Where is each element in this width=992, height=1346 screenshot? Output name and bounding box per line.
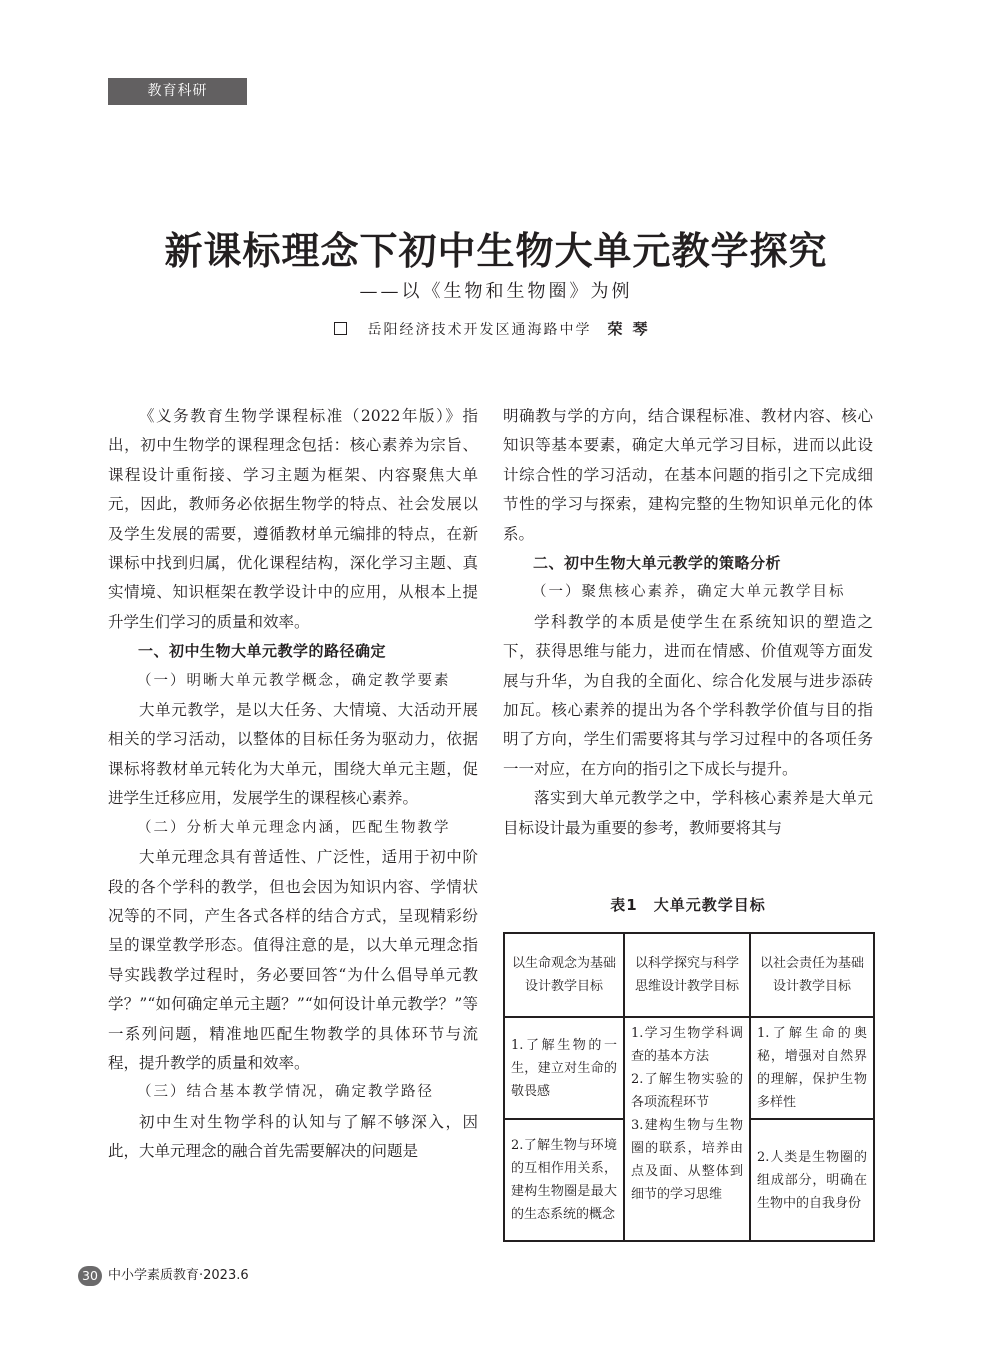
- right-column: [503, 402, 873, 843]
- section-tag: 教育科研: [108, 78, 247, 105]
- table-cell: 1.了解生物的一生，建立对生命的敬畏感: [504, 1017, 624, 1119]
- paragraph-1: 大单元教学，是以大任务、大情境、大活动开展相关的学习活动，以整体的目标任务为驱动力，依据课标将教材单元转化为大单元，围绕大单元主题，促进学生迁移应用，发展学生的课程核心素养。: [108, 701, 478, 808]
- table-cell: 2.人类是生物圈的组成部分，明确在生物中的自我身份: [750, 1119, 874, 1241]
- author-name: 荣琴: [607, 320, 658, 338]
- paragraph-3: 初中生对生物学科的认知与了解不够深入，因此，大单元理念的融合首先需要解决的问题是: [108, 1112, 478, 1161]
- paragraph-4: 学科教学的本质是使学生在系统知识的塑造之下，获得思维与能力，进而在情感、价值观等方面发展与升华，为自我的全面化、综合化发展与进步添砖加瓦。核心素养的提出为各个学科教学价值与目的指明了方向，学生们需要将其与学习过程中的各项任务一一对应，在方向的指引之下成长与提升。: [503, 612, 873, 778]
- journal-name: 中小学素质教育·2023.6: [108, 1268, 249, 1283]
- page-number: 30: [78, 1266, 102, 1286]
- subsection-heading-1-1: （一）明晰大单元教学概念，确定教学要素: [137, 672, 451, 689]
- section-heading-1: 一、初中生物大单元教学的路径确定: [138, 642, 387, 661]
- square-bullet-icon: [334, 322, 347, 335]
- table-header-cell: 以科学探究与科学思维设计教学目标: [624, 933, 750, 1017]
- table-caption: 表1 大单元教学目标: [610, 896, 766, 914]
- left-column: [108, 402, 478, 1167]
- table-cell: 1.了解生命的奥秘，增强对自然界的理解，保护生物多样性: [750, 1017, 874, 1119]
- table-cell-item: 1.学习生物学科调查的基本方法: [631, 1026, 743, 1064]
- paragraph-5: 落实到大单元教学之中，学科核心素养是大单元目标设计最为重要的参考，教师要将其与: [503, 789, 873, 837]
- table-cell: [624, 1017, 750, 1241]
- teaching-goals-table: [503, 932, 875, 1242]
- intro-paragraph: 《义务教育生物学课程标准（2022年版）》指出，初中生物学的课程理念包括：核心素养为宗旨、课程设计重衔接、学习主题为框架、内容聚焦大单元，因此，教师务必依据生物学的特点、社会发展以及学生发展的需要，遵循教材单元编排的特点，在新课标中找到归属，优化课程结构，深化学习主题、真实情境、知识框架在教学设计中的应用，从根本上提升学生们学习的质量和效率。: [108, 407, 478, 631]
- section-heading-2: 二、初中生物大单元教学的策略分析: [533, 554, 782, 573]
- table-cell-item: 3.建构生物与生物圈的联系，培养由点及面、从整体到细节的学习思维: [631, 1118, 743, 1202]
- table-header-cell: 以社会责任为基础设计教学目标: [750, 933, 874, 1017]
- table-header-row: [504, 933, 874, 1017]
- subsection-heading-1-3: （三）结合基本教学情况，确定教学路径: [137, 1084, 434, 1101]
- page-footer: [78, 1264, 249, 1286]
- subsection-heading-1-2: （二）分析大单元理念内涵，匹配生物教学: [137, 819, 451, 836]
- table-cell: 2.了解生物与环境的互相作用关系，建构生物圈是最大的生态系统的概念: [504, 1119, 624, 1241]
- article-title: 新课标理念下初中生物大单元教学探究: [164, 229, 828, 273]
- byline: [0, 318, 992, 339]
- article-subtitle: ——以《生物和生物圈》为例: [359, 281, 633, 302]
- subsection-heading-2-1: （一）聚焦核心素养，确定大单元教学目标: [532, 584, 846, 601]
- affiliation: 岳阳经济技术开发区通海路中学: [367, 322, 592, 338]
- table-cell-item: 2.了解生物实验的各项流程环节: [631, 1072, 743, 1110]
- paragraph-continued: 明确教与学的方向，结合课程标准、教材内容、核心知识等基本要素，确定大单元学习目标，进而以此设计综合性的学习活动，在基本问题的指引之下完成细节性的学习与探索，建构完整的生物知识单元化的体系。: [503, 407, 873, 543]
- paragraph-2: 大单元理念具有普适性、广泛性，适用于初中阶段的各个学科的教学，但也会因为知识内容、学情状况等的不同，产生各式各样的结合方式，呈现精彩纷呈的课堂教学形态。值得注意的是，以大单元理念指导实践教学过程时，务必要回答“为什么倡导单元教学？”“如何确定单元主题？”“如何设计单元教学？”等一系列问题，精准地匹配生物教学的具体环节与流程，提升教学的质量和效率。: [108, 848, 478, 1072]
- table-row: [504, 1017, 874, 1119]
- table-header-cell: 以生命观念为基础设计教学目标: [504, 933, 624, 1017]
